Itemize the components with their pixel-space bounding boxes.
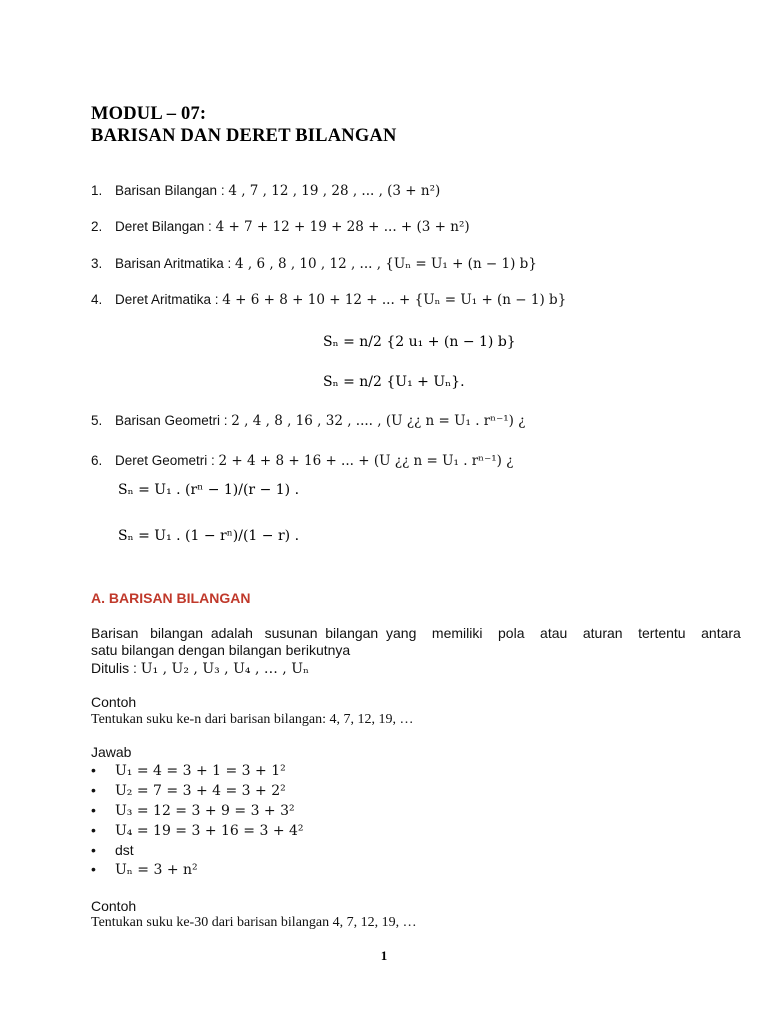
formula-geometric-sum-2: Sₙ = U₁ . (1 − rⁿ)/(1 − r) . — [118, 528, 300, 544]
list-number: 3. — [91, 256, 103, 271]
bullet-text: U₁ = 4 = 3 + 1 = 3 + 1² — [115, 763, 286, 779]
answer-label: Jawab — [91, 744, 132, 760]
example-text: Tentukan suku ke-n dari barisan bilangan: 4, 7, 12, 19, … — [91, 712, 414, 727]
ditulis-line — [91, 659, 695, 678]
list-sequence: 2 + 4 + 8 + 16 + ... + (U ¿¿ n = U₁ . rⁿ⁻¹) ¿ — [218, 453, 514, 469]
ditulis-sequence: U₁ , U₂ , U₃ , U₄ , … , Uₙ — [140, 661, 310, 677]
example-label: Contoh — [91, 898, 137, 914]
list-sequence: 4 + 7 + 12 + 19 + 28 + ... + (3 + n²) — [215, 219, 470, 235]
definition-line-2: satu bilangan dengan bilangan berikutnya — [91, 642, 351, 658]
list-label: Barisan Geometri : — [115, 413, 232, 428]
list-item: • U₁ = 4 = 3 + 1 = 3 + 1² — [91, 762, 286, 779]
list-item: • Uₙ = 3 + n² — [91, 861, 198, 878]
module-title-line1: MODUL – 07: — [91, 104, 207, 124]
list-item: • dst — [91, 842, 134, 858]
list-label: Barisan Aritmatika : — [115, 256, 236, 271]
section-heading: A. BARISAN BILANGAN — [91, 590, 251, 606]
page-number: 1 — [380, 948, 388, 963]
list-number: 2. — [91, 219, 103, 234]
list-number: 5. — [91, 413, 103, 428]
example-text: Tentukan suku ke-30 dari barisan bilangan 4, 7, 12, 19, … — [91, 915, 417, 930]
bullet-text: dst — [115, 842, 134, 858]
list-number: 1. — [91, 183, 103, 198]
formula-arithmetic-sum-1: Sₙ = n/2 {2 u₁ + (n − 1) b} — [323, 334, 516, 350]
list-label: Barisan Bilangan : — [115, 183, 229, 198]
formula-geometric-sum-1: Sₙ = U₁ . (rⁿ − 1)/(r − 1) . — [118, 482, 300, 498]
list-label: Deret Aritmatika : — [115, 292, 223, 307]
list-label: Deret Bilangan : — [115, 219, 216, 234]
module-title-line2: BARISAN DAN DERET BILANGAN — [91, 126, 397, 146]
list-item — [91, 413, 526, 429]
ditulis-label: Ditulis : — [91, 660, 141, 676]
list-sequence: 4 , 6 , 8 , 10 , 12 , ... , {Uₙ = U₁ + (n − 1) b} — [235, 256, 537, 272]
list-item — [91, 292, 567, 308]
list-label: Deret Geometri : — [115, 453, 219, 468]
list-number: 6. — [91, 453, 103, 468]
list-item: • U₂ = 7 = 3 + 4 = 3 + 2² — [91, 782, 286, 799]
list-item — [91, 219, 470, 235]
list-number: 4. — [91, 292, 103, 307]
list-item: • U₃ = 12 = 3 + 9 = 3 + 3² — [91, 802, 295, 819]
list-sequence: 4 + 6 + 8 + 10 + 12 + ... + {Uₙ = U₁ + (n − 1) b} — [222, 292, 567, 308]
formula-arithmetic-sum-2: Sₙ = n/2 {U₁ + Uₙ}. — [323, 374, 465, 390]
example-label: Contoh — [91, 694, 137, 710]
bullet-text: U₃ = 12 = 3 + 9 = 3 + 3² — [115, 803, 295, 819]
bullet-text: Uₙ = 3 + n² — [115, 862, 198, 878]
bullet-text: U₂ = 7 = 3 + 4 = 3 + 2² — [115, 783, 286, 799]
bullet-text: U₄ = 19 = 3 + 16 = 3 + 4² — [115, 823, 304, 839]
list-sequence: 4 , 7 , 12 , 19 , 28 , ... , (3 + n²) — [228, 183, 441, 199]
list-item — [91, 256, 537, 272]
list-item: • U₄ = 19 = 3 + 16 = 3 + 4² — [91, 822, 304, 839]
list-item — [91, 183, 441, 199]
definition-line-1: Barisan bilangan adalah susunan bilangan yang memiliki pola atau aturan tertentu antara — [91, 625, 741, 641]
list-sequence: 2 , 4 , 8 , 16 , 32 , .... , (U ¿¿ n = U₁ . rⁿ⁻¹) ¿ — [231, 413, 526, 429]
list-item — [91, 453, 514, 469]
